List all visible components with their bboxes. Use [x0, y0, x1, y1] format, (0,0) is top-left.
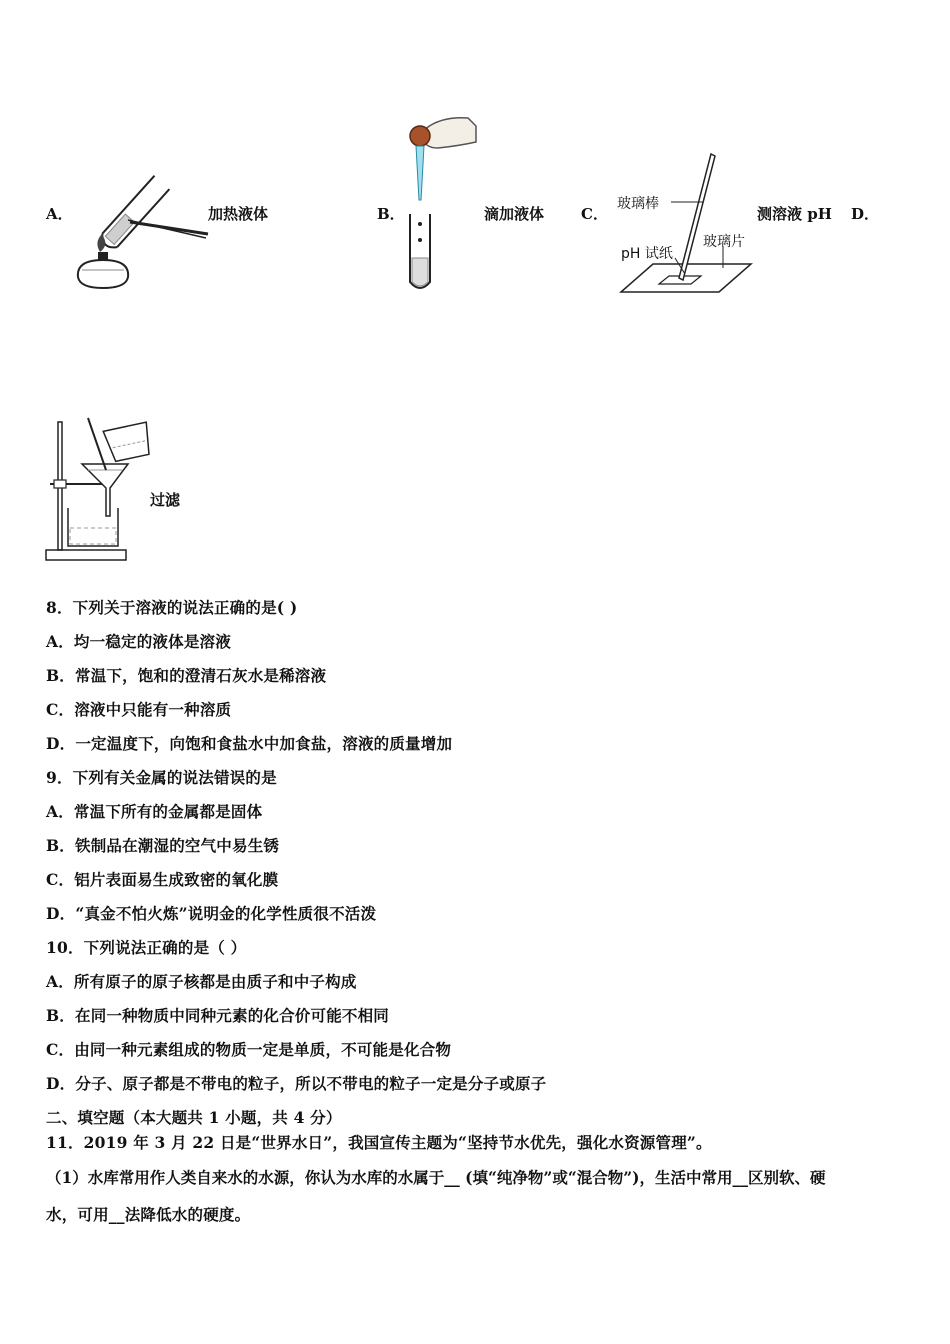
option-a-caption: 加热液体 — [208, 205, 269, 223]
rod-label: 玻璃棒 — [617, 196, 659, 212]
ph-test-figure — [615, 150, 755, 296]
q11-stem: 11．2019 年 3 月 22 日是“世界水日”，我国宣传主题为“坚持节水优先，强化水资源管理”。 — [46, 1133, 712, 1152]
heating-liquid-figure — [68, 142, 213, 290]
q8-option-b: B．常温下，饱和的澄清石灰水是稀溶液 — [46, 666, 327, 685]
q10-stem: 10．下列说法正确的是（ ） — [46, 938, 247, 957]
q10-option-c: C．由同一种元素组成的物质一定是单质，不可能是化合物 — [46, 1040, 452, 1059]
glass-plate-label: 玻璃片 — [703, 234, 745, 250]
option-c-letter: C． — [581, 205, 608, 223]
option-d-caption: 过滤 — [150, 491, 181, 509]
q10-option-d: D．分子、原子都是不带电的粒子，所以不带电的粒子一定是分子或原子 — [46, 1074, 547, 1093]
q8-stem: 8．下列关于溶液的说法正确的是( ) — [46, 598, 298, 617]
dropping-liquid-figure — [398, 112, 478, 294]
q11-part1-line2: 水，可用__法降低水的硬度。 — [46, 1205, 251, 1224]
q8-option-c: C．溶液中只能有一种溶质 — [46, 700, 232, 719]
option-b-caption: 滴加液体 — [484, 205, 545, 223]
q8-option-a: A．均一稳定的液体是溶液 — [46, 632, 231, 651]
q9-option-d: D．“真金不怕火炼”说明金的化学性质很不活泼 — [46, 904, 377, 923]
option-c-caption: 测溶液 pH — [757, 205, 832, 223]
option-d-letter: D． — [851, 205, 880, 223]
ph-paper-label: pH 试纸 — [621, 246, 673, 262]
q9-option-a: A．常温下所有的金属都是固体 — [46, 802, 263, 821]
option-a-letter: A． — [46, 205, 73, 223]
q10-option-a: A．所有原子的原子核都是由质子和中子构成 — [46, 972, 357, 991]
filtration-figure — [44, 412, 156, 564]
section2-heading: 二、填空题（本大题共 1 小题，共 4 分） — [46, 1108, 342, 1127]
q9-option-b: B．铁制品在潮湿的空气中易生锈 — [46, 836, 280, 855]
option-b-letter: B． — [377, 205, 405, 223]
q8-option-d: D．一定温度下，向饱和食盐水中加食盐，溶液的质量增加 — [46, 734, 453, 753]
q9-option-c: C．铝片表面易生成致密的氧化膜 — [46, 870, 279, 889]
q9-stem: 9．下列有关金属的说法错误的是 — [46, 768, 277, 787]
q11-part1-line1: （1）水库常用作人类自来水的水源，你认为水库的水属于__ (填“纯净物”或“混合物”)，生活中常用__区别软、硬 — [46, 1168, 826, 1187]
q10-option-b: B．在同一种物质中同种元素的化合价可能不相同 — [46, 1006, 390, 1025]
